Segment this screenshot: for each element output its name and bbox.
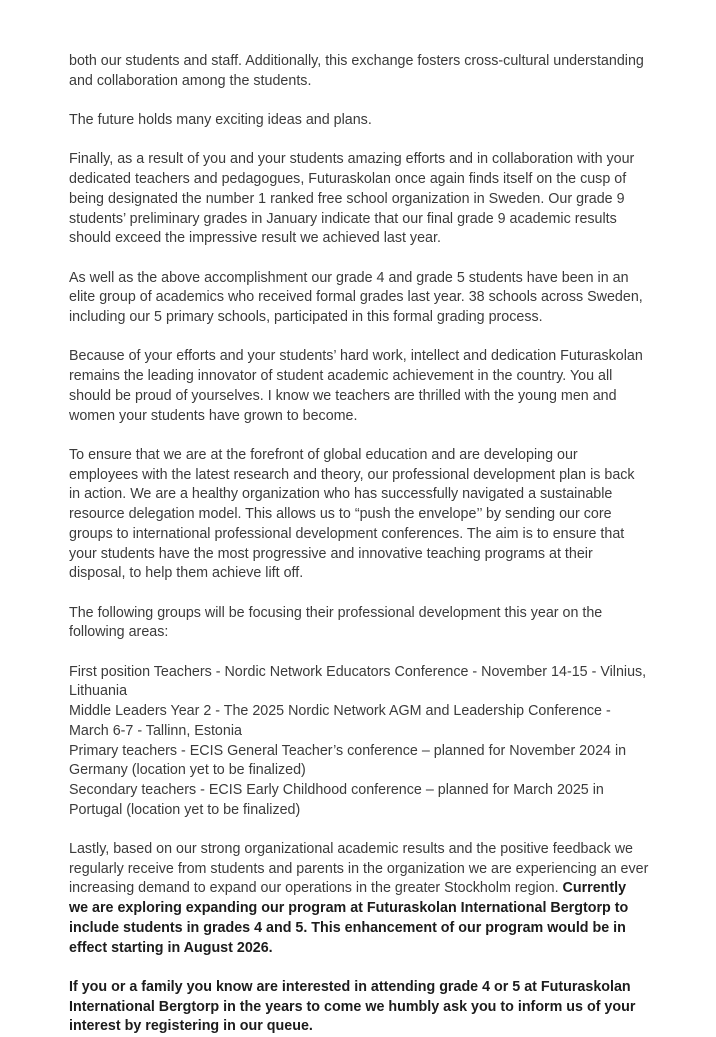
text-run: both our students and staff. Additionally, this exchange fosters cross-cultural understanding and collaboration among the students.	[69, 53, 644, 89]
text-run: Secondary teachers - ECIS Early Childhood conference – planned for March 2025 in Portugal (location yet to be finalized)	[69, 781, 604, 818]
conference-list-item-middle-leaders	[69, 702, 649, 741]
conference-list-item-secondary-teachers	[69, 781, 649, 820]
paragraph-queue-registration	[69, 978, 649, 1037]
text-run: As well as the above accomplishment our grade 4 and grade 5 students have been in an elite group of academics who received formal grades last year. 38 schools across Sweden, including our 5 primary schools, participated in this formal grading process.	[69, 269, 643, 326]
conference-list-item-primary-teachers	[69, 742, 649, 781]
paragraph-future	[69, 111, 649, 131]
text-run: The future holds many exciting ideas and plans.	[69, 112, 372, 129]
text-run: Finally, as a result of you and your students amazing efforts and in collaboration with your dedicated teachers and pedagogues, Futuraskolan once again finds itself on the cusp of being designated the number 1 ranked free school organization in Sweden. Our grade 9 students’ preliminary grades in January indicate that our final grade 9 academic results should exceed the impressive result we achieved last year.	[69, 151, 635, 247]
text-run: The following groups will be focusing their professional development this year on the following areas:	[69, 604, 603, 641]
document-body	[69, 52, 649, 1037]
conference-list-item-first-position	[69, 663, 649, 702]
bold-text-run: If you or a family you know are interested in attending grade 4 or 5 at Futuraskolan International Bergtorp in the years to come we humbly ask you to inform us of your interest by registering in our queue.	[69, 978, 636, 1035]
paragraph-professional-development	[69, 446, 649, 584]
paragraph-exchange	[69, 52, 649, 91]
paragraph-expansion	[69, 840, 649, 958]
paragraph-ranking	[69, 150, 649, 249]
paragraph-formal-grades	[69, 269, 649, 328]
text-run: Primary teachers - ECIS General Teacher’s conference – planned for November 2024 in Germany (location yet to be finalized)	[69, 742, 627, 779]
bold-text-run: Currently we are exploring expanding our program at Futuraskolan International Bergtorp to include students in grades 4 and 5. This enhancement of our program would be in effect starting in August 2026.	[69, 880, 629, 956]
paragraph-innovator	[69, 347, 649, 426]
text-run: To ensure that we are at the forefront of global education and are developing our employees with the latest research and theory, our professional development plan is back in action. We are a healthy organization who has successfully navigated a sustainable resource delegation model. This allows us to “push the envelope’’ by sending our core groups to international professional development conferences. The aim is to ensure that your students have the most progressive and innovative teaching programs at their disposal, to help them achieve lift off.	[69, 446, 635, 582]
text-run: Middle Leaders Year 2 - The 2025 Nordic Network AGM and Leadership Conference - March 6-7 - Tallinn, Estonia	[69, 703, 611, 739]
text-run: First position Teachers - Nordic Network Educators Conference - November 14-15 - Vilnius, Lithuania	[69, 663, 647, 700]
paragraph-groups-intro	[69, 604, 649, 643]
text-run: Lastly, based on our strong organizational academic results and the positive feedback we regularly receive from students and parents in the organization we are experiencing an ever increasing demand to expand our operations in the greater Stockholm region.	[69, 841, 649, 897]
text-run: Because of your efforts and your students’ hard work, intellect and dedication Futuraskolan remains the leading innovator of student academic achievement in the country. You all should be proud of yourselves. I know we teachers are thrilled with the young men and women your students have grown to become.	[69, 348, 643, 424]
